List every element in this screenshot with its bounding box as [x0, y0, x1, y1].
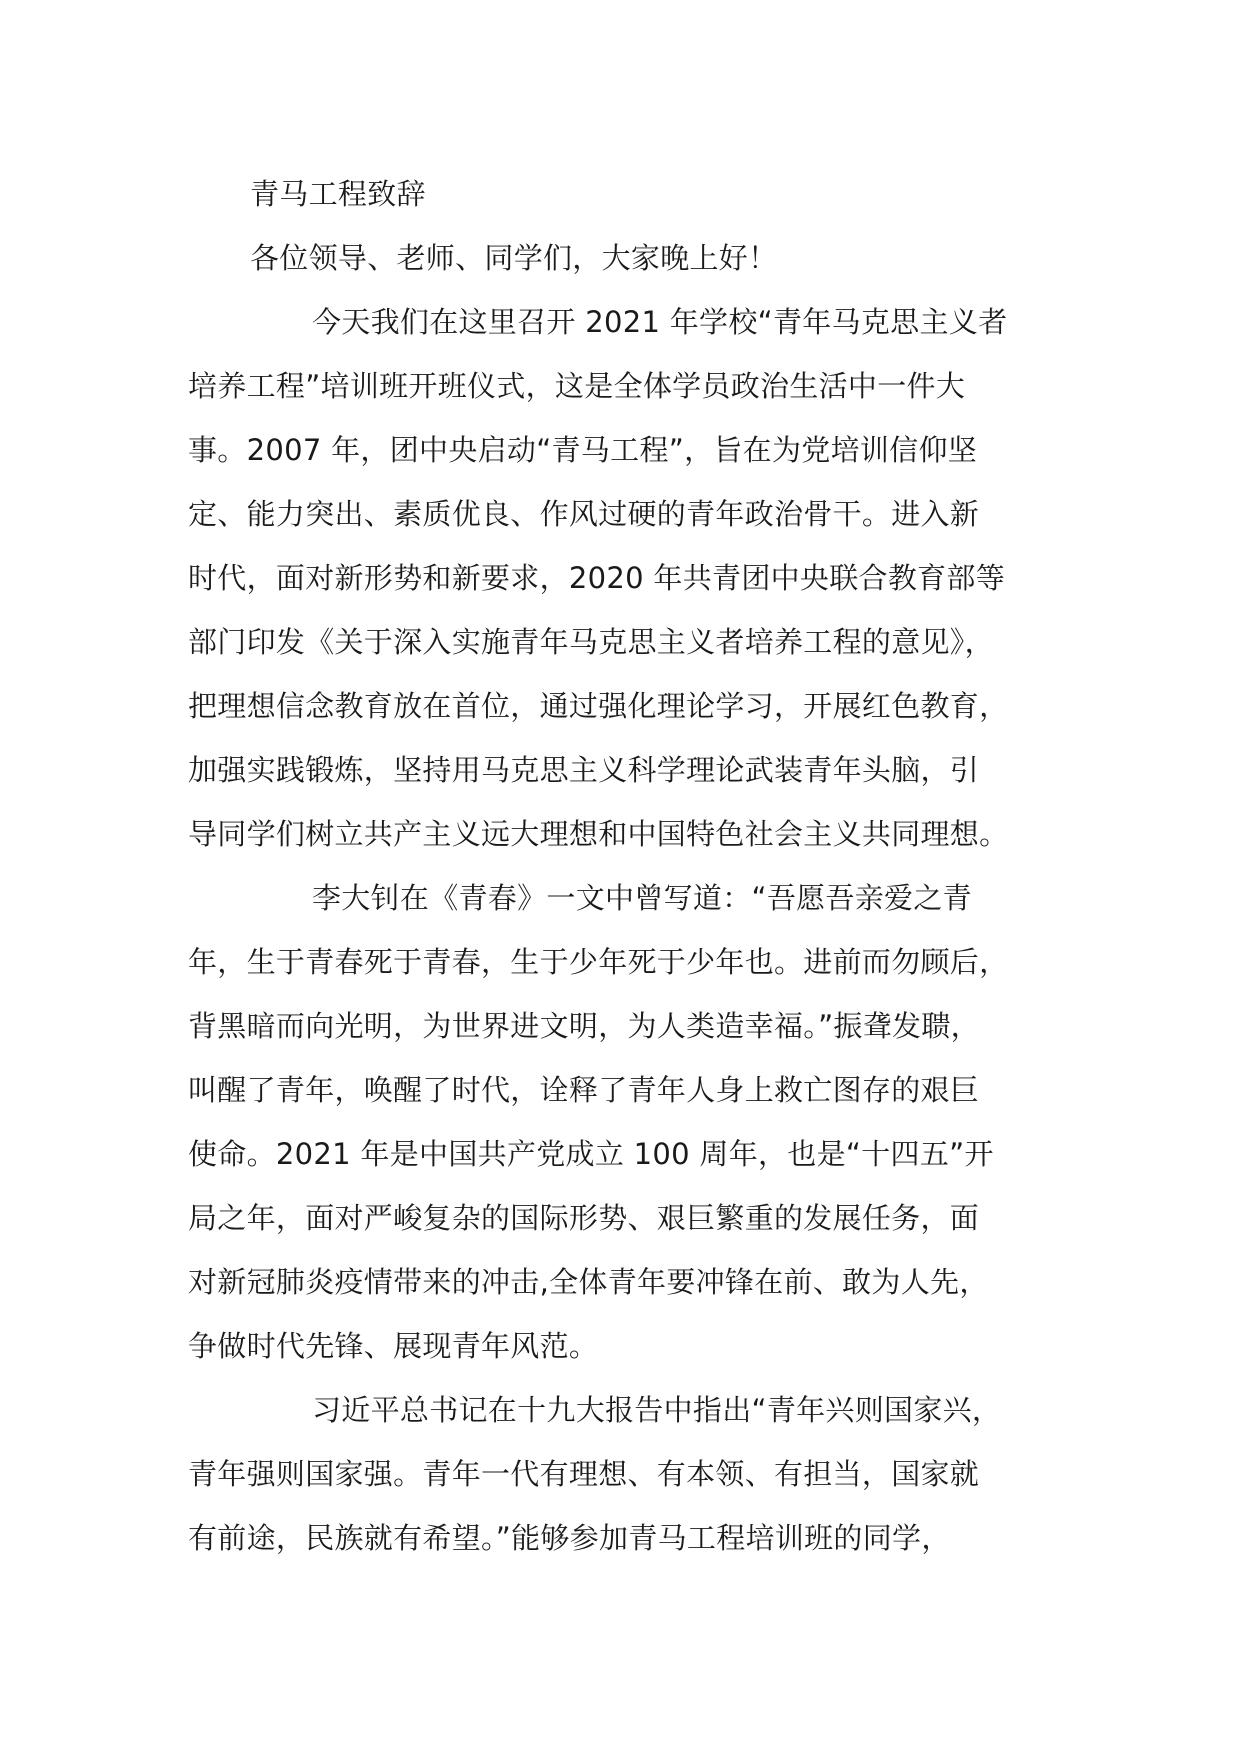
paragraph-line: 有前途，民族就有希望。”能够参加青马工程培训班的同学，: [188, 1521, 951, 1555]
greeting-line: 各位领导、老师、同学们，大家晚上好！: [250, 241, 778, 275]
document-title: 青马工程致辞: [250, 177, 426, 211]
paragraph-line: 导同学们树立共产主义远大理想和中国特色社会主义共同理想。: [188, 817, 1009, 851]
paragraph-line: 时代，面对新形势和新要求，2020 年共青团中央联合教育部等: [188, 561, 1006, 595]
paragraph-line: 加强实践锻炼，坚持用马克思主义科学理论武装青年头脑，引: [188, 753, 980, 787]
document-body: [188, 162, 1088, 1570]
paragraph-line: 使命。2021 年是中国共产党成立 100 周年，也是“十四五”开: [188, 1137, 994, 1171]
paragraph-line: 对新冠肺炎疫情带来的冲击,全体青年要冲锋在前、敢为人先，: [188, 1265, 989, 1299]
paragraph-line: 定、能力突出、素质优良、作风过硬的青年政治骨干。进入新: [188, 497, 980, 531]
paragraph-line: 争做时代先锋、展现青年风范。: [188, 1329, 599, 1363]
paragraph-line: 事。2007 年，团中央启动“青马工程”，旨在为党培训信仰坚: [188, 433, 978, 467]
paragraph-line: 青年强则国家强。青年一代有理想、有本领、有担当，国家就: [188, 1457, 980, 1491]
paragraph-line: 部门印发《关于深入实施青年马克思主义者培养工程的意见》，: [188, 625, 994, 659]
paragraph-1: [188, 290, 1088, 866]
paragraph-line: 习近平总书记在十九大报告中指出“青年兴则国家兴，: [312, 1393, 1002, 1427]
paragraph-line: 今天我们在这里召开 2021 年学校“青年马克思主义者: [312, 305, 1008, 339]
paragraph-2: [188, 866, 1088, 1378]
paragraph-line: 叫醒了青年，唤醒了时代，诠释了青年人身上救亡图存的艰巨: [188, 1073, 980, 1107]
paragraph-line: 局之年，面对严峻复杂的国际形势、艰巨繁重的发展任务，面: [188, 1201, 980, 1235]
paragraph-line: 李大钊在《青春》一文中曾写道：“吾愿吾亲爱之青: [312, 881, 972, 915]
paragraph-line: 背黑暗而向光明，为世界进文明，为人类造幸福。”振聋发聩，: [188, 1009, 980, 1043]
paragraph-3: [188, 1378, 1088, 1570]
paragraph-line: 把理想信念教育放在首位，通过强化理论学习，开展红色教育，: [188, 689, 1009, 723]
paragraph-line: 年，生于青春死于青春，生于少年死于少年也。进前而勿顾后，: [188, 945, 1009, 979]
paragraph-line: 培养工程”培训班开班仪式，这是全体学员政治生活中一件大: [188, 369, 966, 403]
